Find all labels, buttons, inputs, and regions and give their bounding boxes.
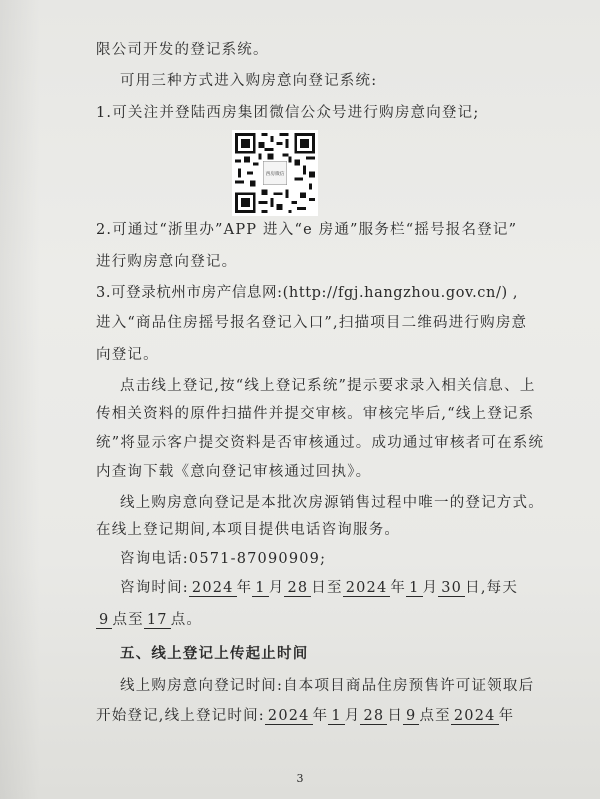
text-line: 线上购房意向登记时间:自本项目商品住房预售许可证领取后 [120,678,535,694]
text-line: 在线上登记期间,本项目提供电话咨询服务。 [96,522,401,538]
reg-day: 28 [360,708,387,725]
unit: 日 [387,708,404,724]
reg-time-line [96,707,514,725]
reg-month: 1 [328,708,344,725]
text-line: 向登记。 [96,347,159,363]
unit: 点。 [170,612,203,628]
text-line: 点击线上登记,按“线上登记系统”提示要求录入相关信息、上 [120,378,536,394]
start-day: 28 [284,580,311,597]
start-hour: 9 [96,612,112,629]
text-line: 限公司开发的登记系统。 [96,42,269,58]
time-label: 咨询时间: [120,580,189,596]
unit: 点至 [419,708,451,724]
unit: ,每天 [480,580,519,596]
text-line: 统”将显示客户提交资料是否审核通过。成功通过审核者可在系统 [96,435,545,451]
reg-year: 2024 [265,708,313,725]
reg-hour: 9 [403,708,419,725]
unit: 日 [311,580,327,596]
text-line: 可用三种方式进入购房意向登记系统: [120,73,378,89]
end-hour: 17 [144,612,171,629]
text-line: 传相关资料的原件扫描件并提交审核。审核完毕后,“线上登记系 [96,406,535,422]
text-line: 2.可通过“浙里办”APP 进入“e 房通”服务栏“摇号报名登记” [96,222,518,238]
unit: 年 [390,580,407,596]
text-line: 内查询下载《意向登记审核通过回执》。 [96,464,372,480]
end-month: 1 [406,580,422,597]
text-line: 进入“商品住房摇号报名登记入口”,扫描项目二维码进行购房意 [96,315,528,331]
unit: 月 [344,708,361,724]
unit: 年 [236,580,253,596]
consult-time-line [120,579,518,597]
text-line: 3.可登录杭州市房产信息网:(http://fgj.hangzhou.gov.cn/) , [96,285,519,301]
unit: 点至 [112,612,144,628]
unit: 月 [422,580,439,596]
end-day: 30 [438,580,465,597]
wechat-qr-code [232,130,318,216]
consult-hours-line [96,611,202,629]
page-number: 3 [296,772,304,785]
text-line: 1.可关注并登陆西房集团微信公众号进行购房意向登记; [96,105,480,121]
unit: 至 [327,580,343,596]
unit: 日 [465,580,481,596]
reg-end-year: 2024 [451,708,499,725]
text-line: 线上购房意向登记是本批次房源销售过程中唯一的登记方式。 [120,495,544,511]
start-month: 1 [252,580,268,597]
unit: 年 [498,708,515,724]
start-year: 2024 [189,580,237,597]
unit: 月 [268,580,285,596]
qr-center-label: 西房微信 [265,172,285,178]
section-heading: 五、线上登记上传起止时间 [120,646,309,662]
phone-label: 咨询电话: [120,551,189,567]
text-line: 进行购房意向登记。 [96,254,238,270]
unit: 年 [312,708,329,724]
phone-line [120,550,326,568]
end-year: 2024 [343,580,391,597]
phone-number: 0571-87090909; [188,551,327,567]
reg-time-label: 开始登记,线上登记时间: [96,708,265,724]
page-shadow [0,0,40,799]
